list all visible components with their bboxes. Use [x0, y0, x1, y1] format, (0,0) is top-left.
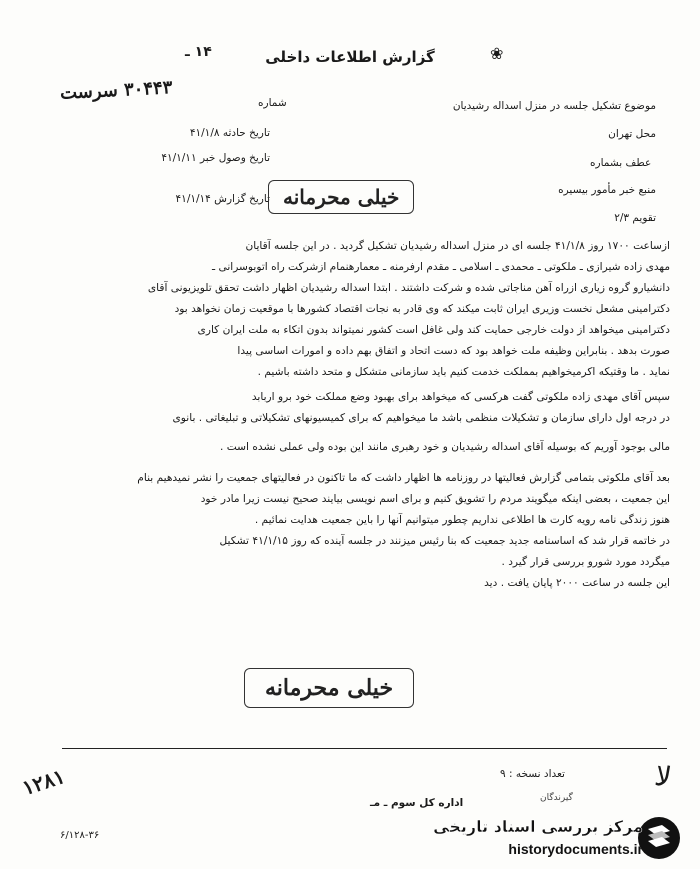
body-line: این جلسه در ساعت ۲۰۰۰ پایان یافت . دید — [484, 577, 670, 589]
classification-stamp-top: خیلی محرمانه — [268, 180, 414, 214]
body-line: مهدی زاده شیرازی ـ ملکوتی ـ محمدی ـ اسلامی ـ مقدم ارفرمنه ـ معمارهنمام ازشرکت راه اتوبوسرانی ـ — [212, 261, 670, 273]
document-code: ۶/۱۲۸-۳۶ — [60, 830, 100, 841]
body-line: دکترامینی مشعل نخست وزیری ایران ثابت میکند که وی قادر به نجات اقتصاد کشورها با موقعیت زمان نخواهد بود — [174, 303, 670, 315]
body-line: سپس آقای مهدی زاده ملکوتی گفت هرکسی که میخواهد برای بهبود وضع مملکت خود برو اربابد — [251, 391, 670, 403]
rating-label: تقویم — [632, 212, 656, 224]
receipt-date-value: ۴۱/۱/۱۱ — [161, 152, 197, 164]
copies-count: تعداد نسخه : ۹ — [500, 768, 565, 780]
report-date-value: ۴۱/۱/۱۴ — [175, 193, 211, 205]
event-date-line — [70, 127, 270, 139]
body-line: دانشیارو گروه زیاری ازراه آهن مناجاتی شده و شرکت داشتند . ابتدا اسداله رشیدیان اظهار داشت تحقق تلویزیونی آقای — [147, 282, 670, 294]
place-label: محل — [635, 128, 656, 140]
rating-line — [560, 212, 656, 224]
event-date-value: ۴۱/۱/۸ — [189, 127, 220, 139]
recipient-label: گیرندگان — [540, 793, 573, 803]
recipient-value: اداره کل سوم ـ مـ — [370, 797, 464, 809]
body-line: ازساعت ۱۷۰۰ روز ۴۱/۱/۸ جلسه ای در منزل اسداله رشیدیان تشکیل گردید . در این جلسه آقایان — [245, 240, 670, 252]
side-number: ۱۲۸۱ — [19, 763, 68, 801]
receipt-date-label: تاریخ وصول خبر — [199, 152, 270, 164]
body-line: دکترامینی میخواهد از دولت خارجی حمایت کند ولی غافل است کشور نمیتواند بدون اتکاء به ملت ایران کاری — [197, 324, 670, 336]
body-line: صورت بدهد . بنابراین وظیفه ملت خواهد بود که دست اتحاد و اتفاق بهم داده و امورات اساسی پیدا — [237, 345, 670, 357]
report-body — [30, 236, 670, 594]
report-date-label: تاریخ گزارش — [214, 193, 270, 205]
subject-label: موضوع — [624, 100, 656, 112]
body-line: بعد آقای ملکوتی بتمامی گزارش فعالیتها در روزنامه ها اظهار داشت که ما تاکنون در فعالیتهای جمعیت را نشر نمیدهیم بنام — [137, 472, 670, 484]
body-line: این جمعیت ، بعضی اینکه میگویند مردم را تشویق کنیم و برای اسم نویسی بیایند صحیح نیست زیرا مادر خود — [200, 493, 670, 505]
event-date-label: تاریخ حادثه — [222, 127, 270, 139]
place-value: تهران — [608, 128, 633, 140]
source-value: مأمور بیسیره — [558, 184, 617, 196]
body-line: در درجه اول دارای سازمان و تشکیلات منظمی باشد ما میخواهیم که برای کمیسیونهای تشکیلاتی و تبلیغاتی . بانوی — [172, 412, 670, 424]
ref-label: عطف بشماره — [590, 157, 652, 169]
number-label: شماره — [258, 97, 287, 109]
checkmark-icon: ﻻ — [652, 758, 674, 795]
report-date-line — [55, 193, 270, 205]
place-line — [530, 128, 656, 140]
body-line: نماید . ما وقتیکه اکرمیخواهیم بمملکت خدمت کنیم باید سازمانی متشکل و متحد داشته باشیم . — [257, 366, 670, 378]
watermark-url: historydocuments.ir — [508, 841, 643, 857]
footer-divider — [62, 748, 667, 749]
body-line: هنوز زندگی نامه رویه کارت ها اطلاعی نداریم چطور میتوانیم آنها را باین جمعیت هدایت نمائیم . — [254, 514, 670, 526]
watermark-title: مرکز بررسی اسناد تاریخی — [433, 817, 643, 836]
source-line — [470, 184, 656, 196]
number-value: ۳۰۴۴۳ سرست — [59, 77, 173, 104]
page-title: گزارش اطلاعات داخلی — [265, 48, 435, 66]
body-line: میگردد مورد شورو بررسی قرار گیرد . — [501, 556, 670, 568]
rating-value: ۲/۳ — [614, 212, 630, 224]
source-label: منبع خبر — [619, 184, 656, 196]
subject-value: تشکیل جلسه در منزل اسداله رشیدیان — [452, 100, 621, 112]
body-line: در خاتمه قرار شد که اساسنامه جدید جمعیت که بنا رئیس میزنند در جلسه آینده که روز ۴۱/۱/۱۵ تشکیل — [219, 535, 670, 547]
classification-stamp-middle: خیلی محرمانه — [244, 668, 414, 708]
flower-icon: ❀ — [490, 44, 504, 63]
receipt-date-line — [55, 152, 270, 164]
subject-line — [330, 100, 656, 112]
title-prefix-mark: ۱۴ ـ — [185, 44, 212, 60]
archive-watermark — [418, 815, 700, 875]
body-line: مالی بوجود آوریم که بوسیله آقای اسداله رشیدیان و خود رهبری مانند این بوده ولی عملی نشده است . — [220, 441, 670, 453]
